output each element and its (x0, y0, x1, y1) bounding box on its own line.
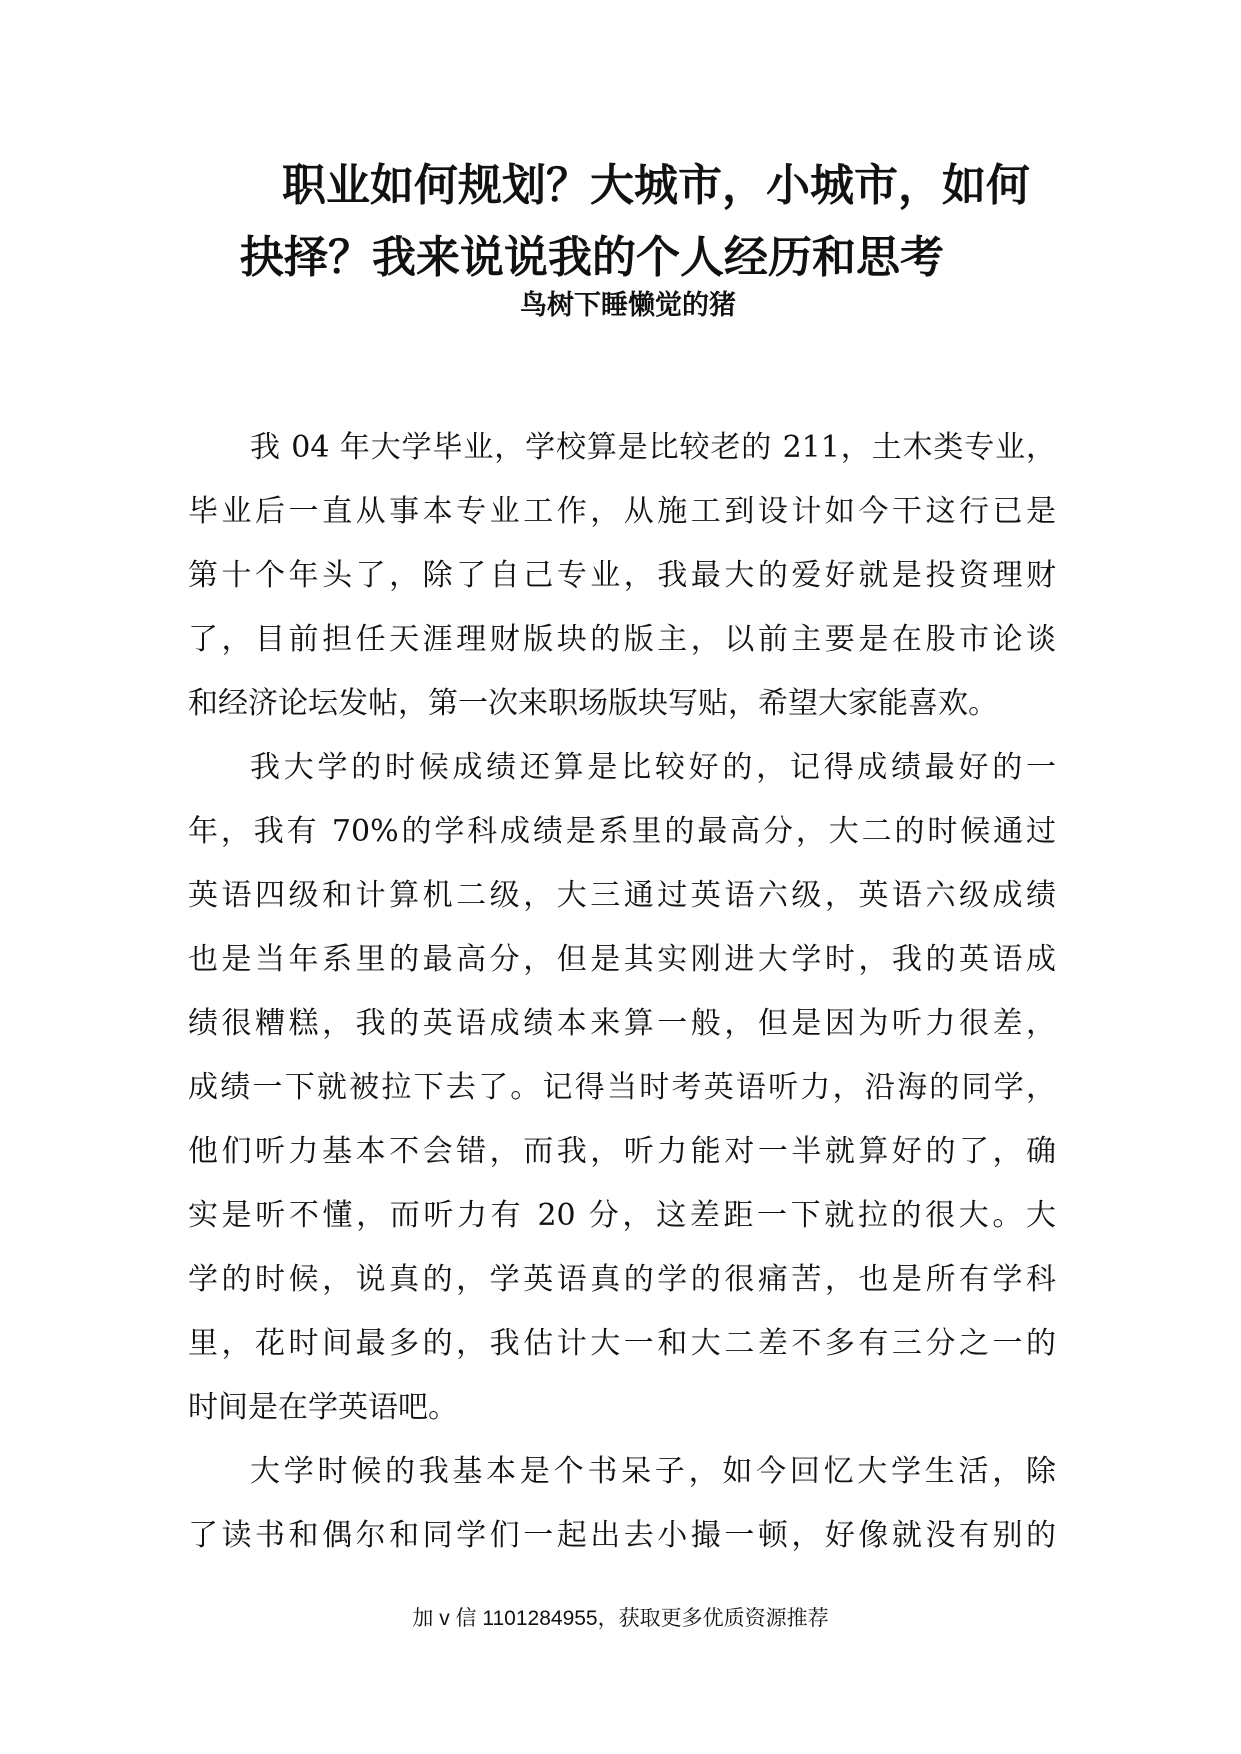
text-line: 年，我有 70%的学科成绩是系里的最高分，大二的时候通过 (188, 814, 1056, 849)
text-line: 我 04 年大学毕业，学校算是比较老的 211，土木类专业， (250, 430, 1056, 465)
text-line: 里，花时间最多的，我估计大一和大二差不多有三分之一的 (188, 1326, 1056, 1361)
text-line: 绩很糟糕，我的英语成绩本来算一般，但是因为听力很差， (188, 1006, 1056, 1041)
text-line: 和经济论坛发帖，第一次来职场版块写贴，希望大家能喜欢。 (188, 686, 998, 721)
text-line: 毕业后一直从事本专业工作，从施工到设计如今干这行已是 (188, 494, 1056, 529)
text-line: 大学时候的我基本是个书呆子，如今回忆大学生活，除 (250, 1454, 1056, 1489)
article-body (188, 416, 1056, 1568)
text-line: 成绩一下就被拉下去了。记得当时考英语听力，沿海的同学， (188, 1070, 1056, 1105)
text-line: 实是听不懂，而听力有 20 分，这差距一下就拉的很大。大 (188, 1198, 1056, 1233)
document-title (240, 150, 1060, 294)
text-line: 我大学的时候成绩还算是比较好的，记得成绩最好的一 (250, 750, 1056, 785)
text-line: 也是当年系里的最高分，但是其实刚进大学时，我的英语成 (188, 942, 1056, 977)
title-line: 职业如何规划？大城市，小城市，如何 (282, 160, 1030, 211)
title-line: 抉择？我来说说我的个人经历和思考 (240, 232, 944, 283)
text-line: 了读书和偶尔和同学们一起出去小撮一顿，好像就没有别的 (188, 1518, 1056, 1553)
author-name: 鸟树下睡懒觉的猪 (520, 290, 736, 321)
text-line: 英语四级和计算机二级，大三通过英语六级，英语六级成绩 (188, 878, 1056, 913)
text-line: 第十个年头了，除了自己专业，我最大的爱好就是投资理财 (188, 558, 1056, 593)
text-line: 时间是在学英语吧。 (188, 1390, 458, 1425)
page-footer: 加 v 信 1101284955，获取更多优质资源推荐 (412, 1607, 829, 1630)
text-line: 学的时候，说真的，学英语真的学的很痛苦，也是所有学科 (188, 1262, 1056, 1297)
text-line: 他们听力基本不会错，而我，听力能对一半就算好的了，确 (188, 1134, 1056, 1169)
text-line: 了，目前担任天涯理财版块的版主，以前主要是在股市论谈 (188, 622, 1056, 657)
